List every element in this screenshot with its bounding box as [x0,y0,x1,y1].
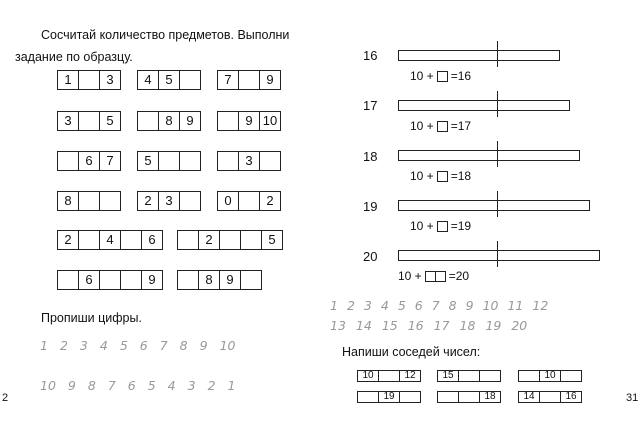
number-box[interactable]: 2 [137,191,159,211]
number-box-group [137,70,201,90]
equation-left: 10 + [410,69,434,83]
equation-right: =18 [450,169,472,183]
equation-right: =17 [450,119,472,133]
number-box-group [137,111,201,131]
trace-number: 5 [397,298,406,313]
trace-digits-row [40,378,235,393]
neighbors-box-group [357,370,421,382]
trace-digit: 3 [187,378,196,393]
number-box[interactable] [241,270,262,290]
trace-numbers-row [330,318,527,333]
trace-number: 14 [355,318,372,333]
trace-number: 17 [433,318,450,333]
equation-left: 10 + [410,119,434,133]
number-bar [398,50,560,61]
neighbor-box[interactable] [561,370,582,382]
trace-number: 11 [507,298,524,313]
neighbor-box[interactable] [480,370,501,382]
number-box-group [57,70,121,90]
bar-label: 16 [363,48,378,63]
equation [410,69,471,83]
neighbor-box[interactable] [518,370,540,382]
number-box[interactable]: 7 [217,70,239,90]
neighbor-box[interactable] [459,391,480,403]
number-bar [398,250,600,261]
answer-box[interactable] [437,121,448,132]
number-box[interactable] [79,111,100,131]
trace-number: 15 [381,318,398,333]
bar-label: 17 [363,98,378,113]
number-box[interactable] [121,270,142,290]
number-box[interactable] [79,230,100,250]
number-box[interactable]: 6 [79,270,100,290]
trace-number: 10 [482,298,499,313]
trace-digit: 10 [40,378,56,393]
number-box-group [137,151,201,171]
number-box[interactable]: 9 [180,111,201,131]
number-box[interactable]: 2 [57,230,79,250]
neighbor-box[interactable]: 15 [437,370,459,382]
trace-digit: 4 [99,338,108,353]
number-box[interactable] [241,230,262,250]
equation [410,119,471,133]
trace-digit: 2 [59,338,68,353]
ten-marker [497,91,498,117]
trace-number: 18 [459,318,476,333]
number-box[interactable] [100,270,121,290]
number-box[interactable]: 9 [239,111,260,131]
neighbors-box-group [357,391,421,403]
answer-box[interactable] [425,271,436,282]
number-box[interactable] [79,70,100,90]
trace-number: 19 [485,318,502,333]
trace-number: 1 [330,298,338,313]
trace-digit: 10 [219,338,236,353]
number-box[interactable] [57,270,79,290]
number-box[interactable] [159,151,180,171]
page-number-left: 2 [2,392,9,404]
equation [398,269,469,283]
trace-number: 20 [511,318,528,333]
answer-box[interactable] [437,221,448,232]
trace-digit: 6 [127,378,136,393]
neighbors-box-group [437,391,501,403]
number-box-group [57,111,121,131]
neighbors-box-group [437,370,501,382]
number-box-group [217,191,281,211]
number-box[interactable]: 3 [57,111,79,131]
equation-left: 10 + [410,169,434,183]
bar-label: 18 [363,149,378,164]
trace-number: 3 [363,298,372,313]
neighbor-box[interactable] [357,391,379,403]
trace-number: 8 [448,298,457,313]
number-box[interactable] [217,111,239,131]
number-box[interactable]: 8 [199,270,220,290]
neighbors-title: Напиши соседей чисел: [342,345,481,359]
number-box[interactable]: 9 [260,70,281,90]
trace-digit: 5 [147,378,156,393]
equation [410,219,471,233]
trace-digit: 2 [207,378,216,393]
trace-digit: 9 [199,338,208,353]
number-box[interactable]: 3 [239,151,260,171]
trace-number: 6 [414,298,423,313]
number-box[interactable] [260,151,281,171]
number-box[interactable] [180,191,201,211]
number-box[interactable]: 9 [220,270,241,290]
number-box[interactable] [100,191,121,211]
number-box-group [217,151,281,171]
number-box[interactable]: 0 [217,191,239,211]
number-box[interactable]: 8 [159,111,180,131]
trace-number: 12 [532,298,549,313]
trace-number: 4 [380,298,389,313]
ten-marker [497,241,498,267]
ten-marker [497,141,498,167]
number-bar [398,100,570,111]
trace-digit: 4 [167,378,176,393]
number-box[interactable] [57,151,79,171]
number-box[interactable]: 2 [260,191,281,211]
trace-digit: 7 [159,338,168,353]
number-box[interactable]: 5 [159,70,180,90]
number-box[interactable] [239,70,260,90]
trace-digit: 1 [227,378,236,393]
answer-box[interactable] [436,271,446,282]
trace-digits-row [40,338,235,353]
ten-marker [497,41,498,67]
number-box[interactable]: 7 [100,151,121,171]
equation-right: =20 [448,269,470,283]
neighbors-box-group [518,370,582,382]
number-box[interactable] [177,270,199,290]
number-bar [398,150,580,161]
trace-numbers-row [330,298,548,313]
number-box-group [217,111,281,131]
number-box-group [57,230,163,250]
number-box[interactable]: 2 [199,230,220,250]
number-box-group [57,151,121,171]
number-box[interactable]: 5 [100,111,121,131]
neighbor-box[interactable]: 14 [518,391,540,403]
number-box[interactable]: 4 [100,230,121,250]
number-box[interactable] [180,151,201,171]
equation-right: =19 [450,219,472,233]
trace-number: 9 [465,298,474,313]
answer-box[interactable] [437,71,448,82]
number-box[interactable] [79,191,100,211]
trace-digit: 3 [79,338,88,353]
instruction-line-2: задание по образцу. [15,50,133,64]
neighbor-box[interactable]: 18 [480,391,501,403]
number-box[interactable]: 6 [79,151,100,171]
bar-label: 19 [363,199,378,214]
trace-digit: 9 [67,378,76,393]
number-box[interactable]: 4 [137,70,159,90]
neighbor-box[interactable]: 19 [379,391,400,403]
number-box[interactable] [220,230,241,250]
number-box[interactable]: 6 [142,230,163,250]
neighbor-box[interactable] [540,391,561,403]
equation-left: 10 + [398,269,422,283]
trace-number: 13 [330,318,346,333]
instruction-line-1: Сосчитай количество предметов. Выполни [41,28,290,42]
neighbor-box[interactable] [437,391,459,403]
trace-number: 2 [346,298,355,313]
number-box[interactable]: 3 [100,70,121,90]
bar-label: 20 [363,249,378,264]
neighbor-box[interactable] [379,370,400,382]
neighbor-box[interactable]: 12 [400,370,421,382]
number-bar [398,200,590,211]
neighbor-box[interactable] [459,370,480,382]
answer-box[interactable] [437,171,448,182]
number-box[interactable]: 3 [159,191,180,211]
trace-number: 7 [431,298,440,313]
equation-left: 10 + [410,219,434,233]
number-box[interactable]: 1 [57,70,79,90]
number-box[interactable]: 5 [262,230,283,250]
number-box[interactable]: 10 [260,111,281,131]
number-box-group [137,191,201,211]
page-number-right: 31 [626,392,639,404]
neighbor-box[interactable] [400,391,421,403]
number-box[interactable]: 5 [137,151,159,171]
write-digits-title: Пропиши цифры. [41,311,142,325]
number-box[interactable]: 9 [142,270,163,290]
number-box-group [217,70,281,90]
neighbor-box[interactable]: 10 [540,370,561,382]
number-box[interactable] [239,191,260,211]
equation-right: =16 [450,69,472,83]
number-box[interactable] [180,70,201,90]
trace-digit: 1 [40,338,48,353]
trace-digit: 8 [87,378,96,393]
trace-digit: 5 [119,338,128,353]
trace-digit: 7 [107,378,116,393]
number-box-group [57,191,121,211]
number-box-group [177,270,262,290]
number-box[interactable] [177,230,199,250]
neighbor-box[interactable]: 16 [561,391,582,403]
trace-number: 16 [407,318,424,333]
equation [410,169,471,183]
number-box[interactable] [217,151,239,171]
neighbors-box-group [518,391,582,403]
ten-marker [497,191,498,217]
number-box[interactable] [137,111,159,131]
number-box[interactable]: 8 [57,191,79,211]
trace-digit: 6 [139,338,148,353]
trace-digit: 8 [179,338,188,353]
number-box-group [57,270,163,290]
number-box[interactable] [121,230,142,250]
neighbor-box[interactable]: 10 [357,370,379,382]
number-box-group [177,230,283,250]
